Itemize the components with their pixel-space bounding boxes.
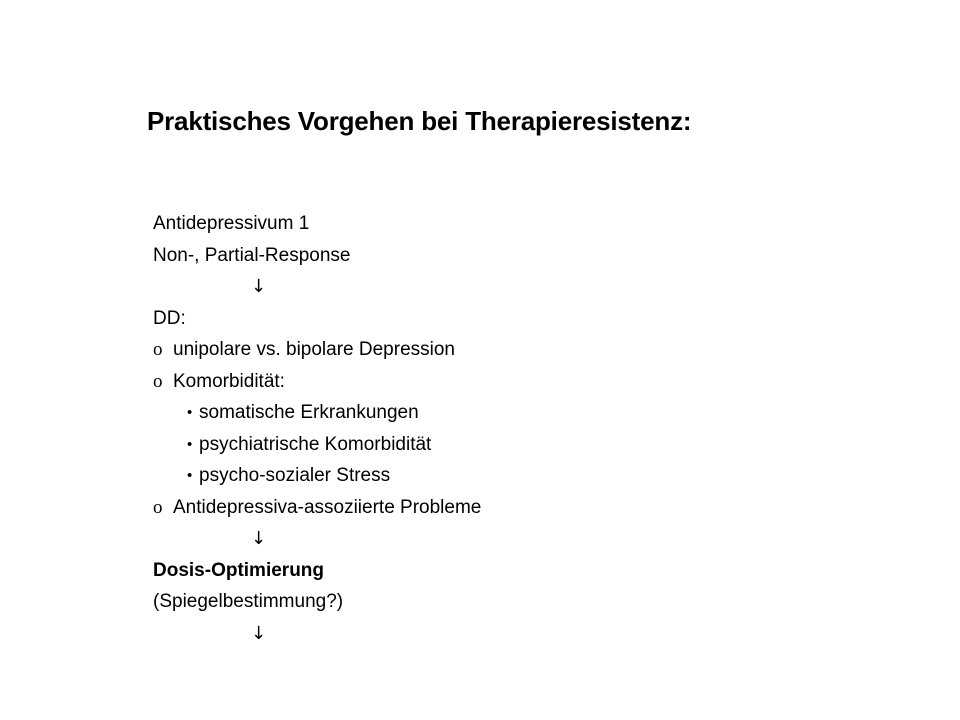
dot-bullet-icon: • (187, 467, 193, 484)
circle-bullet-icon: o (153, 339, 163, 360)
dot-bullet-icon: • (187, 435, 193, 453)
down-arrow-icon: ↓ (251, 622, 267, 644)
list-item-label: Antidepressiva-assoziierte Probleme (173, 496, 482, 518)
circle-bullet-icon: o (153, 370, 163, 392)
circle-bullet-icon: o (153, 496, 163, 518)
list-item-label: Komorbidität: (173, 370, 285, 392)
list-item-komorbiditaet (153, 366, 481, 398)
line-response: Non-, Partial-Response (153, 244, 351, 266)
list-item-probleme (153, 492, 481, 524)
list-item-label: psycho-sozialer Stress (199, 465, 391, 486)
list-item-stress (153, 460, 481, 492)
slide-title: Praktisches Vorgehen bei Therapieresistenz: (147, 106, 692, 136)
down-arrow-icon: ↓ (251, 276, 267, 297)
down-arrow-icon: ↓ (251, 528, 267, 549)
slide-body (153, 208, 481, 649)
line-spiegelbestimmung: (Spiegelbestimmung?) (153, 591, 344, 612)
line-dd: DD: (153, 307, 186, 329)
list-item-depression (153, 334, 481, 366)
line-antidepressivum: Antidepressivum 1 (153, 213, 310, 234)
list-item-psychiatrisch (153, 429, 481, 461)
list-item-label: psychiatrische Komorbidität (199, 433, 432, 455)
list-item-somatisch (153, 397, 481, 429)
dot-bullet-icon: • (187, 404, 193, 421)
line-dosis-optimierung: Dosis-Optimierung (153, 559, 325, 581)
list-item-label: unipolare vs. bipolare Depression (173, 339, 455, 360)
list-item-label: somatische Erkrankungen (199, 402, 419, 423)
